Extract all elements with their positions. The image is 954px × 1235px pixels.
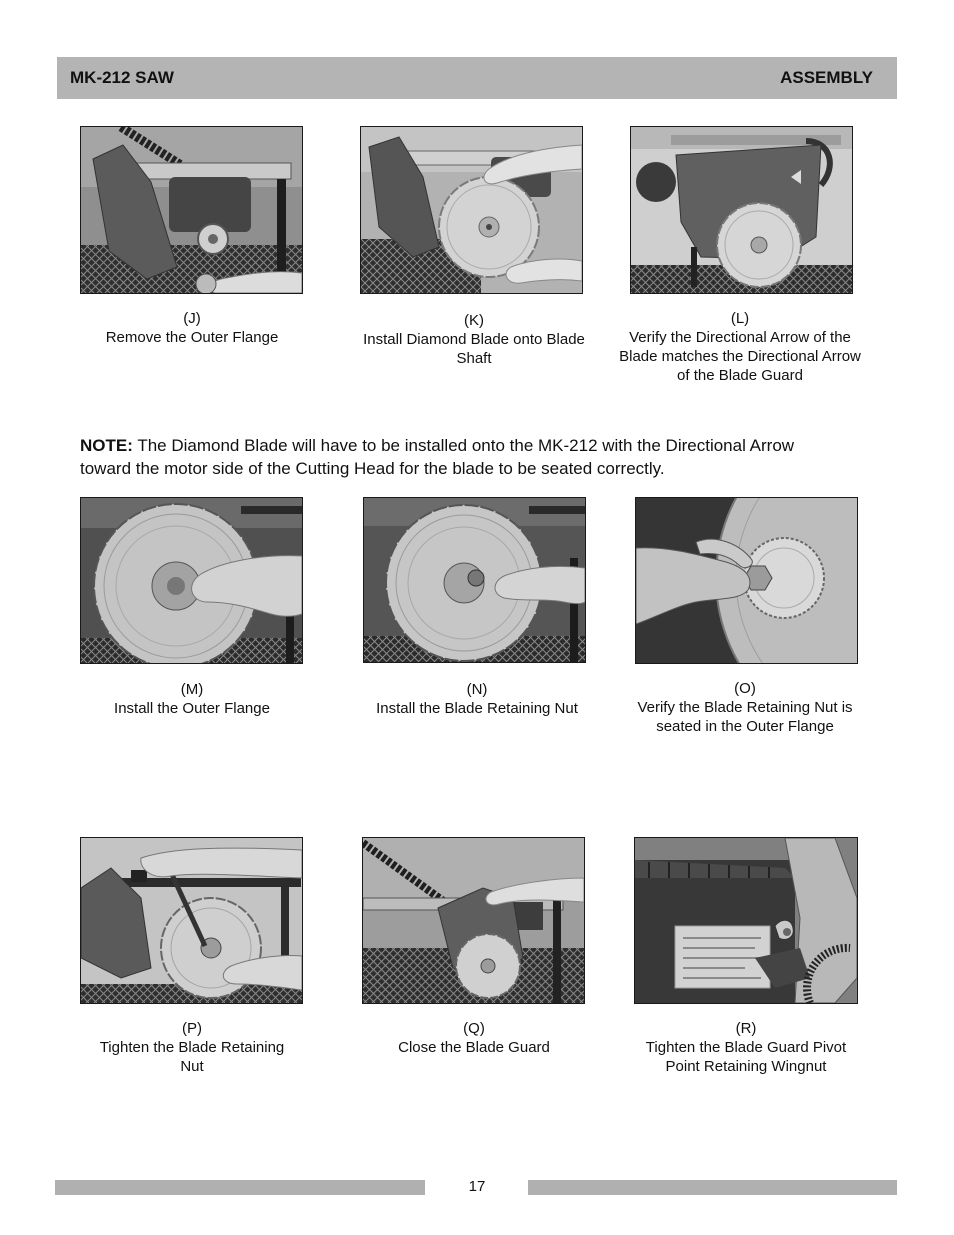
page-number: 17 <box>468 1178 486 1195</box>
caption-text: Tighten the Blade Retaining <box>99 1039 285 1056</box>
caption-n <box>337 680 617 718</box>
diamond-blade <box>439 177 539 277</box>
note-label: NOTE: <box>80 436 133 455</box>
diamond-blade <box>717 203 801 287</box>
guard-knob <box>131 870 147 882</box>
caption-label: (J) <box>183 310 201 327</box>
photo-k-install-diamond-blade <box>360 126 583 294</box>
frame-leg <box>691 247 697 287</box>
photo-m-install-outer-flange <box>80 497 303 664</box>
note-line-1 <box>80 434 794 457</box>
header-section: ASSEMBLY <box>780 68 873 87</box>
section-header-bar <box>57 57 897 99</box>
photo-n-image <box>364 498 585 662</box>
assembly-note <box>80 434 794 480</box>
caption-label: (O) <box>734 680 756 697</box>
photo-j-image <box>81 127 302 293</box>
motor-rating-label <box>675 926 770 988</box>
caption-text: Verify the Blade Retaining Nut is <box>637 699 853 716</box>
photo-q-close-blade-guard <box>362 837 585 1004</box>
caption-p <box>52 1019 332 1076</box>
caption-label: (R) <box>735 1020 757 1037</box>
caption-label: (K) <box>464 312 484 329</box>
caption-text: Point Retaining Wingnut <box>665 1058 827 1075</box>
caption-text: Tighten the Blade Guard Pivot <box>645 1039 847 1056</box>
caption-text: Close the Blade Guard <box>398 1039 550 1056</box>
caption-label: (M) <box>180 681 204 698</box>
note-line-2: toward the motor side of the Cutting Head for the blade to be seated correctly. <box>80 459 665 478</box>
outer-flange <box>196 274 216 293</box>
caption-text: Install the Outer Flange <box>114 700 270 717</box>
caption-text: Install the Blade Retaining Nut <box>376 700 578 717</box>
caption-text: seated in the Outer Flange <box>656 718 834 735</box>
photo-l-image <box>631 127 852 293</box>
retaining-nut <box>468 570 484 586</box>
photo-o-image <box>636 498 857 663</box>
caption-q <box>334 1019 614 1057</box>
photo-r-image <box>635 838 857 1003</box>
caption-text: Remove the Outer Flange <box>105 329 279 346</box>
caption-k <box>334 311 614 368</box>
diamond-blade <box>456 934 520 998</box>
tile-grid-line <box>851 292 852 293</box>
caption-label: (N) <box>466 681 488 698</box>
tile-grid-line <box>631 292 632 293</box>
photo-k-image <box>361 127 582 293</box>
hand-upper <box>141 848 302 878</box>
caption-text: Blade matches the Directional Arrow <box>619 348 861 365</box>
caption-label: (Q) <box>463 1020 485 1037</box>
caption-j <box>52 309 332 347</box>
motor <box>636 162 676 202</box>
caption-text: of the Blade Guard <box>677 367 803 384</box>
photo-o-verify-nut-seated <box>635 497 858 664</box>
caption-text: Verify the Directional Arrow of the <box>629 329 851 346</box>
footer-bar-right <box>528 1180 897 1195</box>
caption-text: Install Diamond Blade onto Blade <box>363 331 585 348</box>
photo-n-install-retaining-nut <box>363 497 586 663</box>
caption-text: Nut <box>180 1058 204 1075</box>
caption-text: Shaft <box>456 350 492 367</box>
photo-m-image <box>81 498 302 663</box>
photo-j-remove-outer-flange <box>80 126 303 294</box>
footer-bar-left <box>55 1180 425 1195</box>
photo-p-tighten-retaining-nut <box>80 837 303 1004</box>
header-model: MK-212 SAW <box>70 68 174 87</box>
photo-r-tighten-pivot-wingnut <box>634 837 858 1004</box>
caption-l <box>600 309 880 385</box>
note-text: The Diamond Blade will have to be installed onto the MK-212 with the Directional Arrow <box>137 436 795 455</box>
caption-m <box>52 680 332 718</box>
caption-o <box>605 679 885 736</box>
photo-q-image <box>363 838 584 1003</box>
photo-l-verify-directional-arrow <box>630 126 853 294</box>
caption-label: (P) <box>182 1020 202 1037</box>
frame-leg <box>553 893 561 1003</box>
caption-label: (L) <box>730 310 750 327</box>
caption-r <box>606 1019 886 1076</box>
photo-p-image <box>81 838 302 1003</box>
